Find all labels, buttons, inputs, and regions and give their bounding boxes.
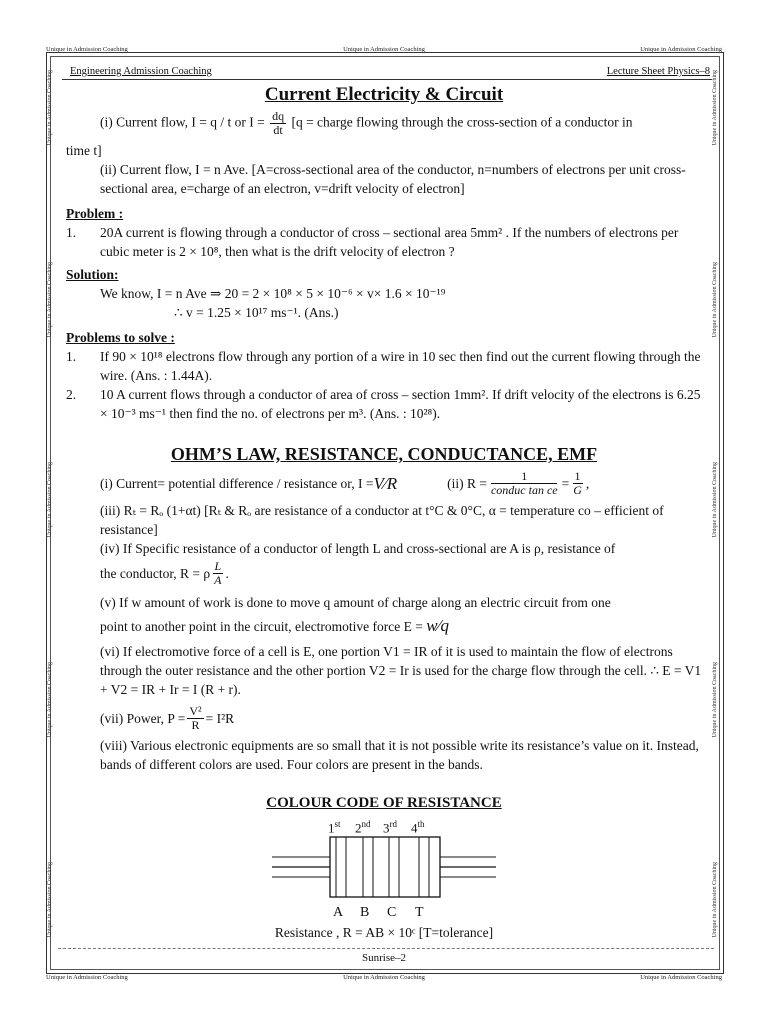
side-text-right: Unique in Admission Coaching [712, 262, 718, 338]
fraction-numerator: 1 [574, 469, 581, 483]
intro-line-1-cont: time t] [66, 143, 102, 158]
band-label-1st: 1st [328, 819, 341, 836]
footer-divider [58, 948, 714, 949]
intro-line-1 [66, 110, 702, 137]
band-label-2nd: 2nd [355, 819, 371, 836]
ohm-section-title: OHM’S LAW, RESISTANCE, CONDUCTANCE, EMF [170, 444, 598, 464]
ohm-item-viii: (viii) Various electronic equipments are so small that it is not possible write its resistance’s value on it. Instead, bands of different colors are used. Four colors are present in the bands. [100, 738, 699, 772]
equals-sign: = [561, 476, 570, 491]
fraction-denominator: conduc tan ce [490, 483, 558, 497]
w-over-q: w⁄q [426, 616, 449, 635]
ohm-item-vii [66, 705, 702, 732]
strip-text-center: Unique in Admission Coaching [343, 46, 425, 53]
page-content [66, 82, 702, 942]
ohm-item-iii: (iii) Rₜ = Rₒ (1+αt) [Rₜ & Rₒ are resistance of a conductor at t°C & 0°C, α = temperature co – efficient of resistance] [100, 503, 664, 537]
emf-text: point to another point in the circuit, electromotive force E = [100, 619, 427, 634]
band-3 [389, 837, 399, 897]
practice-problem-1 [66, 347, 702, 385]
ohm-item-ii: (ii) R = [447, 476, 487, 491]
problem-item [66, 223, 702, 261]
side-text-left: Unique in Admission Coaching [47, 662, 53, 738]
problem-text: 10 A current flows through a conductor of area of cross – section 1mm². If drift velocity of the electrons is 6.25 × 10⁻³ ms⁻¹ then find the no. of electrons per m³. (Ans. : 10²⁸). [100, 387, 701, 421]
strip-text-left: Unique in Admission Coaching [46, 46, 128, 53]
conductance-fraction [489, 470, 560, 497]
power-text: (vii) Power, P = [100, 711, 186, 726]
fraction-denominator: R [191, 718, 200, 732]
l-over-a-fraction [212, 560, 223, 587]
colour-code-title: COLOUR CODE OF RESISTANCE [266, 795, 502, 811]
side-text-left: Unique in Admission Coaching [47, 262, 53, 338]
band-letter-c: C [387, 905, 397, 920]
strip-text-center: Unique in Admission Coaching [343, 974, 425, 981]
fraction-numerator: 1 [491, 470, 557, 484]
solution-heading: Solution: [66, 267, 119, 282]
side-text-right: Unique in Admission Coaching [712, 662, 718, 738]
ohm-item-v-b [66, 616, 702, 636]
intro-line-2: (ii) Current flow, I = n Ave. [A=cross-sectional area of the conductor, n=numbers of electrons per unit cross-sectional area, e=charge of an electron, v=drift velocity of electron] [100, 162, 686, 196]
band-letter-t: T [415, 905, 424, 920]
intro-text: [q = charge flowing through the cross-section of a conductor in [288, 114, 633, 130]
band-2 [363, 837, 373, 897]
strip-text-left: Unique in Admission Coaching [46, 974, 128, 981]
header-left: Engineering Admission Coaching [70, 66, 212, 77]
fraction-numerator: V² [189, 704, 202, 718]
v-over-r: V⁄R [373, 474, 398, 493]
bottom-strip [46, 974, 722, 982]
strip-text-right: Unique in Admission Coaching [640, 974, 722, 981]
problem-number: 1. [66, 349, 77, 364]
ohm-item-iv-a: (iv) If Specific resistance of a conductor of length L and cross-sectional are A is ρ, resistance of [100, 541, 616, 556]
resistor-bands [336, 837, 429, 897]
band-1 [336, 837, 346, 897]
problem-text: 20A current is flowing through a conductor of cross – sectional area 5mm² . If the numbers of electrons per cubic meter is 2 × 10⁸, then what is the drift velocity of electron ? [100, 225, 679, 259]
band-letter-a: A [333, 905, 344, 920]
g-fraction [571, 470, 584, 497]
intro-text: (i) Current flow, I = q / t or I = [100, 114, 269, 130]
band-4 [419, 837, 429, 897]
band-label-4th: 4th [411, 819, 425, 836]
ohm-item-i: (i) Current= potential difference / resistance or, I = [100, 476, 374, 491]
strip-text-right: Unique in Admission Coaching [640, 46, 722, 53]
ohm-item-iv-b: the conductor, R = ρ $\frac{L}{A}$ . [100, 559, 229, 587]
side-text-left: Unique in Admission Coaching [47, 70, 53, 146]
practice-problem-2 [66, 385, 702, 423]
resistivity-text: the conductor, R = ρ [100, 566, 211, 581]
side-text-left: Unique in Admission Coaching [47, 862, 53, 938]
fraction-denominator: G [573, 483, 582, 497]
problems-to-solve-heading: Problems to solve : [66, 330, 175, 345]
ohm-item-i-ii: (i) Current= potential difference / resistance or, I = V⁄R (ii) R = $\frac{1}{\text{conduc tan ce}}$ = $\frac{1}{G}$ , [100, 469, 590, 497]
power-text: = I²R [205, 711, 235, 726]
problem-number: 1. [66, 225, 77, 240]
side-text-right: Unique in Admission Coaching [712, 862, 718, 938]
page-header [70, 66, 710, 77]
band-letter-b: B [360, 905, 370, 920]
page-footer: Sunrise–2 [362, 952, 406, 964]
v2-over-r-fraction [187, 705, 203, 732]
problem-heading: Problem : [66, 206, 124, 221]
page-title: Current Electricity & Circuit [264, 84, 504, 105]
fraction-denominator: dt [273, 123, 283, 137]
side-text-right: Unique in Admission Coaching [712, 70, 718, 146]
side-text-left: Unique in Admission Coaching [47, 462, 53, 538]
ohm-item-v-a: (v) If w amount of work is done to move q amount of charge along an electric circuit from one [100, 595, 611, 610]
band-label-3rd: 3rd [383, 819, 397, 836]
fraction-numerator: L [214, 559, 222, 573]
ohm-item-vi: (vi) If electromotive force of a cell is E, one portion V1 = IR of it is used to maintain the flow of electrons through the outer resistance and the other portion V2 = Ir is used for the charge flow through the cell. ∴ E = V1 + V2 = IR + Ir = I (R + r). [100, 644, 702, 697]
solution-line-1: We know, I = n Ave ⇒ 20 = 2 × 10⁸ × 5 × 10⁻⁶ × v× 1.6 × 10⁻¹⁹ [100, 286, 446, 301]
header-divider [62, 79, 712, 80]
problem-number: 2. [66, 387, 77, 402]
fraction-denominator: A [214, 573, 222, 587]
resistor-diagram [66, 813, 702, 925]
solution-line-2: ∴ v = 1.25 × 10¹⁷ ms⁻¹. (Ans.) [174, 305, 339, 320]
resistance-formula: Resistance , R = AB × 10ᶜ [T=tolerance] [274, 925, 494, 940]
dq-dt-fraction [270, 110, 286, 137]
fraction-numerator: dq [272, 109, 285, 123]
problem-text: If 90 × 10¹⁸ electrons flow through any portion of a wire in 10 sec then find out the current flowing through the wire. (Ans. : 1.44A). [100, 349, 701, 383]
side-text-right: Unique in Admission Coaching [712, 462, 718, 538]
header-right: Lecture Sheet Physics–8 [606, 66, 710, 77]
